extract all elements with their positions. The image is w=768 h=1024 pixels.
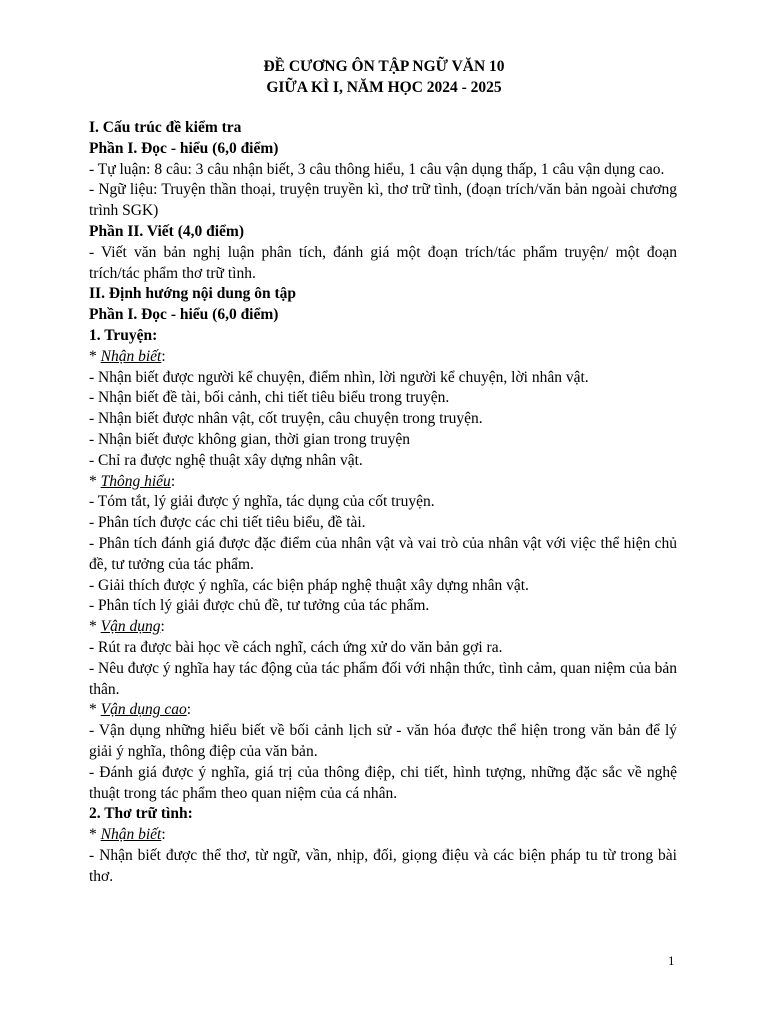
level-label-van-dung: Vận dụng (100, 618, 161, 636)
section-heading: I. Cấu trúc đề kiểm tra (89, 119, 242, 136)
paragraph: - Ngữ liệu: Truyện thần thoại, truyện truyền kì, thơ trữ tình, (đoạn trích/văn bản ngoài chương trình SGK) (89, 181, 677, 220)
document-title-line2: GIỮA KÌ I, NĂM HỌC 2024 - 2025 (266, 79, 502, 96)
level-label-thong-hieu: Thông hiểu (100, 472, 171, 490)
level-label-line: * Vận dụng cao: (89, 701, 192, 719)
paragraph: - Tự luận: 8 câu: 3 câu nhận biết, 3 câu thông hiểu, 1 câu vận dụng thấp, 1 câu vận dụng cao. (89, 160, 665, 178)
level-label-van-dung-cao: Vận dụng cao (100, 701, 187, 719)
level-label-line: * Thông hiểu: (89, 472, 176, 490)
part-heading: Phần I. Đọc - hiểu (6,0 điểm) (89, 306, 279, 324)
list-item: - Vận dụng những hiểu biết về bối cảnh lịch sử - văn hóa được thể hiện trong văn bản để lý giải ý nghĩa, thông điệp của văn bản. (89, 722, 677, 760)
list-item: - Nhận biết được người kể chuyện, điểm nhìn, lời người kể chuyện, lời nhân vật. (89, 368, 589, 386)
list-item: - Phân tích được các chi tiết tiêu biểu, đề tài. (89, 514, 366, 532)
document-title-line1: ĐỀ CƯƠNG ÔN TẬP NGỮ VĂN 10 (263, 58, 505, 75)
list-item: - Chỉ ra được nghệ thuật xây dựng nhân vật. (89, 451, 363, 469)
paragraph: - Viết văn bản nghị luận phân tích, đánh giá một đoạn trích/tác phẩm truyện/ một đoạn trích/tác phẩm thơ trữ tình. (89, 243, 677, 282)
list-item: - Rút ra được bài học về cách nghĩ, cách ứng xử do văn bản gợi ra. (89, 638, 503, 656)
document-body (89, 118, 677, 887)
list-item: - Nhận biết được nhân vật, cốt truyện, câu chuyện trong truyện. (89, 410, 483, 428)
level-label-line: * Vận dụng: (89, 618, 165, 636)
page-number: 1 (668, 953, 675, 968)
level-label-line: * Nhận biết: (89, 826, 166, 844)
list-item: - Nhận biết đề tài, bối cảnh, chi tiết tiêu biểu trong truyện. (89, 389, 450, 407)
level-label-line: * Nhận biết: (89, 347, 166, 365)
list-item: - Nhận biết được thể thơ, từ ngữ, vần, nhịp, đối, giọng điệu và các biện pháp tu từ trong bài thơ. (89, 846, 677, 885)
section-heading: II. Định hướng nội dung ôn tập (89, 285, 296, 303)
list-item: - Phân tích đánh giá được đặc điểm của nhân vật và vai trò của nhân vật với việc thể hiện chủ đề, tư tưởng của tác phẩm. (89, 534, 677, 573)
list-item: - Nêu được ý nghĩa hay tác động của tác phẩm đối với nhận thức, tình cảm, quan niệm của bản thân. (89, 659, 677, 698)
part-heading: Phần II. Viết (4,0 điểm) (89, 222, 244, 240)
subsection-heading: 2. Thơ trữ tình: (89, 805, 193, 823)
subsection-heading: 1. Truyện: (89, 326, 158, 344)
level-label-nhan-biet: Nhận biết (100, 826, 162, 844)
list-item: - Đánh giá được ý nghĩa, giá trị của thông điệp, chi tiết, hình tượng, những đặc sắc về nghệ thuật trong tác phẩm theo quan niệm của cá nhân. (89, 763, 677, 802)
list-item: - Phân tích lý giải được chủ đề, tư tưởng của tác phẩm. (89, 597, 430, 615)
list-item: - Giải thích được ý nghĩa, các biện pháp nghệ thuật xây dựng nhân vật. (89, 576, 529, 594)
part-heading: Phần I. Đọc - hiểu (6,0 điểm) (89, 139, 279, 157)
list-item: - Tóm tắt, lý giải được ý nghĩa, tác dụng của cốt truyện. (89, 493, 435, 511)
list-item: - Nhận biết được không gian, thời gian trong truyện (89, 430, 410, 448)
level-label-nhan-biet: Nhận biết (100, 347, 162, 365)
